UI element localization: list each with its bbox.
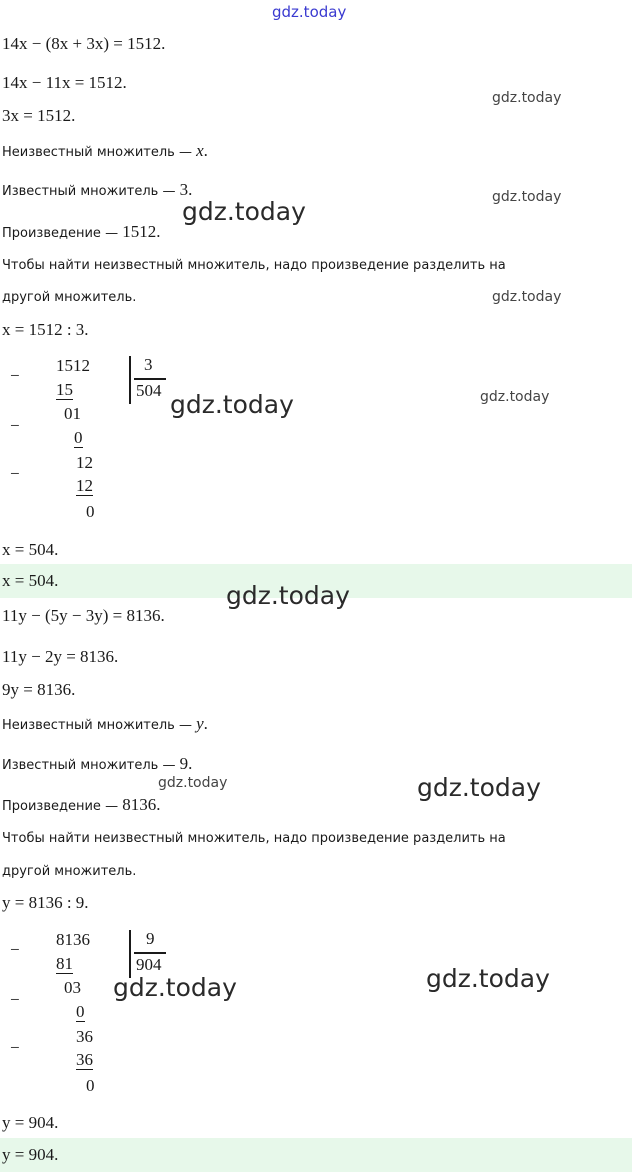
- watermark-10: gdz.today: [426, 964, 550, 993]
- p2-product-label: Произведение —: [2, 799, 123, 814]
- p2-answer-box: [0, 1138, 632, 1172]
- p1-known-label: Известный множитель —: [2, 184, 180, 199]
- p1-dividend: 1512: [56, 356, 90, 375]
- watermark-3: gdz.today: [182, 197, 306, 226]
- p1-answer: x = 504.: [2, 571, 59, 590]
- p2-minus-3: −: [10, 1038, 20, 1057]
- p1-step-2: 01: [64, 404, 81, 423]
- watermark-9: gdz.today: [417, 773, 541, 802]
- p1-minus-3: −: [10, 464, 20, 483]
- p1-step-4: 12: [76, 453, 93, 472]
- p2-equation-3: 9y = 8136.: [2, 680, 76, 699]
- p1-product-line: Произведение — 1512.: [2, 222, 161, 241]
- p1-division-equation: x = 1512 : 3.: [2, 320, 89, 339]
- watermark-11: gdz.today: [113, 973, 237, 1002]
- p2-rule-line-1: Чтобы найти неизвестный множитель, надо произведение разделить на: [2, 831, 506, 846]
- p2-minus-2: −: [10, 990, 20, 1009]
- watermark-5: gdz.today: [170, 390, 294, 419]
- p2-quotient-line: [134, 952, 166, 954]
- p2-division-equation: y = 8136 : 9.: [2, 893, 89, 912]
- p1-minus-2: −: [10, 416, 20, 435]
- p2-unknown-line: Неизвестный множитель — y.: [2, 714, 208, 733]
- p2-step-2: 03: [64, 978, 81, 997]
- p1-quotient-line: [134, 378, 166, 380]
- p2-known-line: Известный множитель — 9.: [2, 754, 193, 773]
- p1-unknown-label: Неизвестный множитель —: [2, 145, 197, 160]
- p1-step-5: 12: [76, 476, 93, 495]
- watermark-7: gdz.today: [226, 581, 350, 610]
- p1-known-val: 3: [179, 180, 189, 199]
- p1-unknown-var: x: [196, 141, 204, 160]
- p2-step-1: 81: [56, 954, 73, 973]
- p1-product-val: 1512: [122, 222, 157, 241]
- p2-step-4: 36: [76, 1027, 93, 1046]
- p1-product-label: Произведение —: [2, 226, 123, 241]
- p2-known-val: 9: [179, 754, 189, 773]
- watermark-6: gdz.today: [480, 389, 550, 405]
- p2-step-5: 36: [76, 1050, 93, 1069]
- p2-unknown-var: y: [196, 714, 204, 733]
- watermark-1: gdz.today: [492, 90, 562, 106]
- p2-unknown-label: Неизвестный множитель —: [2, 718, 197, 733]
- p1-step-6: 0: [86, 502, 95, 521]
- watermark-top: gdz.today: [272, 3, 347, 21]
- p1-unknown-line: Неизвестный множитель — x.: [2, 141, 208, 160]
- p2-equation-2: 11y − 2y = 8136.: [2, 647, 119, 666]
- p2-step-6: 0: [86, 1076, 95, 1095]
- p1-equation-1: 14x − (8x + 3x) = 1512.: [2, 34, 166, 53]
- p1-known-line: Известный множитель — 3.: [2, 180, 193, 199]
- p1-rule-line-1: Чтобы найти неизвестный множитель, надо произведение разделить на: [2, 258, 506, 273]
- p2-dividend: 8136: [56, 930, 90, 949]
- p1-quotient: 504: [136, 381, 162, 400]
- watermark-8: gdz.today: [158, 775, 228, 791]
- p1-equation-2: 14x − 11x = 1512.: [2, 73, 127, 92]
- watermark-2: gdz.today: [492, 189, 562, 205]
- p2-known-label: Известный множитель —: [2, 758, 180, 773]
- p2-answer: y = 904.: [2, 1145, 59, 1164]
- p2-minus-1: −: [10, 940, 20, 959]
- p1-rule-line-2: другой множитель.: [2, 290, 137, 305]
- p2-rule-line-2: другой множитель.: [2, 864, 137, 879]
- p2-equation-1: 11y − (5y − 3y) = 8136.: [2, 606, 165, 625]
- p1-minus-1: −: [10, 366, 20, 385]
- p1-equation-3: 3x = 1512.: [2, 106, 76, 125]
- p1-divisor: 3: [144, 355, 153, 374]
- p2-quotient: 904: [136, 955, 162, 974]
- p1-step-1: 15: [56, 380, 73, 399]
- p2-division-bar: [129, 930, 131, 978]
- p2-step-3: 0: [76, 1002, 85, 1021]
- watermark-4: gdz.today: [492, 289, 562, 305]
- p1-result: x = 504.: [2, 540, 59, 559]
- p2-result: y = 904.: [2, 1113, 59, 1132]
- p1-step-3: 0: [74, 428, 83, 447]
- p2-product-line: Произведение — 8136.: [2, 795, 161, 814]
- p1-division-bar: [129, 356, 131, 404]
- p2-product-val: 8136: [122, 795, 157, 814]
- p2-divisor: 9: [146, 929, 155, 948]
